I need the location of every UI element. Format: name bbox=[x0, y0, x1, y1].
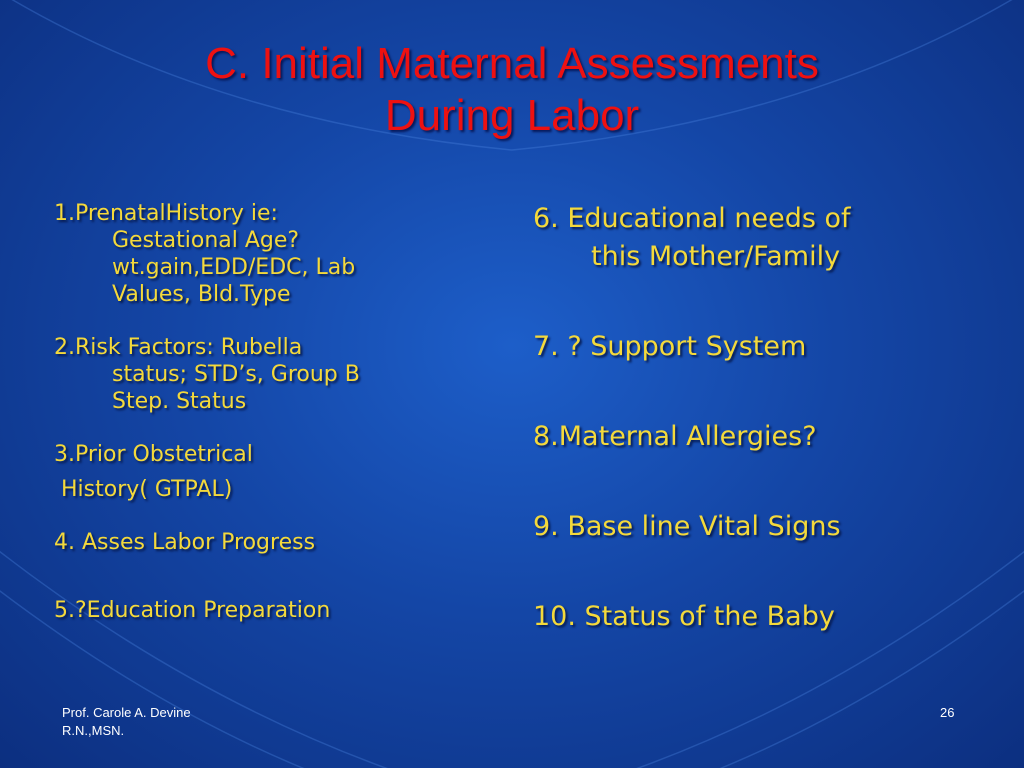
item-1-line-1: 1.PrenatalHistory ie: bbox=[54, 201, 278, 226]
list-item-vital-signs bbox=[533, 508, 973, 546]
left-column bbox=[54, 200, 474, 624]
item-1-line-3: wt.gain,EDD/EDC, Lab bbox=[112, 255, 356, 280]
title-line-2: During Labor bbox=[384, 91, 640, 140]
list-item-baby-status bbox=[533, 598, 973, 636]
item-3-line-2: History( GTPAL) bbox=[54, 477, 233, 502]
list-item-education-preparation bbox=[54, 597, 474, 624]
slide-number: 26 bbox=[940, 705, 955, 720]
footer-author bbox=[62, 704, 191, 740]
item-8: 8.Maternal Allergies? bbox=[533, 421, 817, 452]
item-2-line-2: status; STD’s, Group B bbox=[112, 362, 360, 387]
list-item-risk-factors bbox=[54, 334, 474, 415]
item-10: 10. Status of the Baby bbox=[533, 601, 835, 632]
item-3-line-1: 3.Prior Obstetrical bbox=[54, 442, 253, 467]
title-line-1: C. Initial Maternal Assessments bbox=[205, 39, 819, 88]
item-9: 9. Base line Vital Signs bbox=[533, 511, 841, 542]
list-item-support-system bbox=[533, 328, 973, 366]
footer-author-line-1: Prof. Carole A. Devine bbox=[62, 705, 191, 720]
item-5: 5.?Education Preparation bbox=[54, 598, 331, 623]
footer-author-line-2: R.N.,MSN. bbox=[62, 723, 125, 738]
list-item-prenatal-history bbox=[54, 200, 474, 308]
slide-title bbox=[40, 38, 984, 142]
list-item-educational-needs bbox=[533, 200, 973, 276]
list-item-labor-progress bbox=[54, 529, 474, 556]
item-4: 4. Asses Labor Progress bbox=[54, 530, 316, 555]
item-1-line-4: Values, Bld.Type bbox=[112, 282, 291, 307]
item-6-line-2: this Mother/Family bbox=[591, 241, 841, 272]
list-item-prior-obstetrical bbox=[54, 441, 474, 503]
item-7: 7. ? Support System bbox=[533, 331, 807, 362]
item-2-line-3: Step. Status bbox=[112, 389, 247, 414]
item-2-line-1: 2.Risk Factors: Rubella bbox=[54, 335, 303, 360]
item-1-line-2: Gestational Age? bbox=[112, 228, 300, 253]
right-column bbox=[533, 200, 973, 636]
list-item-maternal-allergies bbox=[533, 418, 973, 456]
item-6-line-1: 6. Educational needs of bbox=[533, 203, 851, 234]
